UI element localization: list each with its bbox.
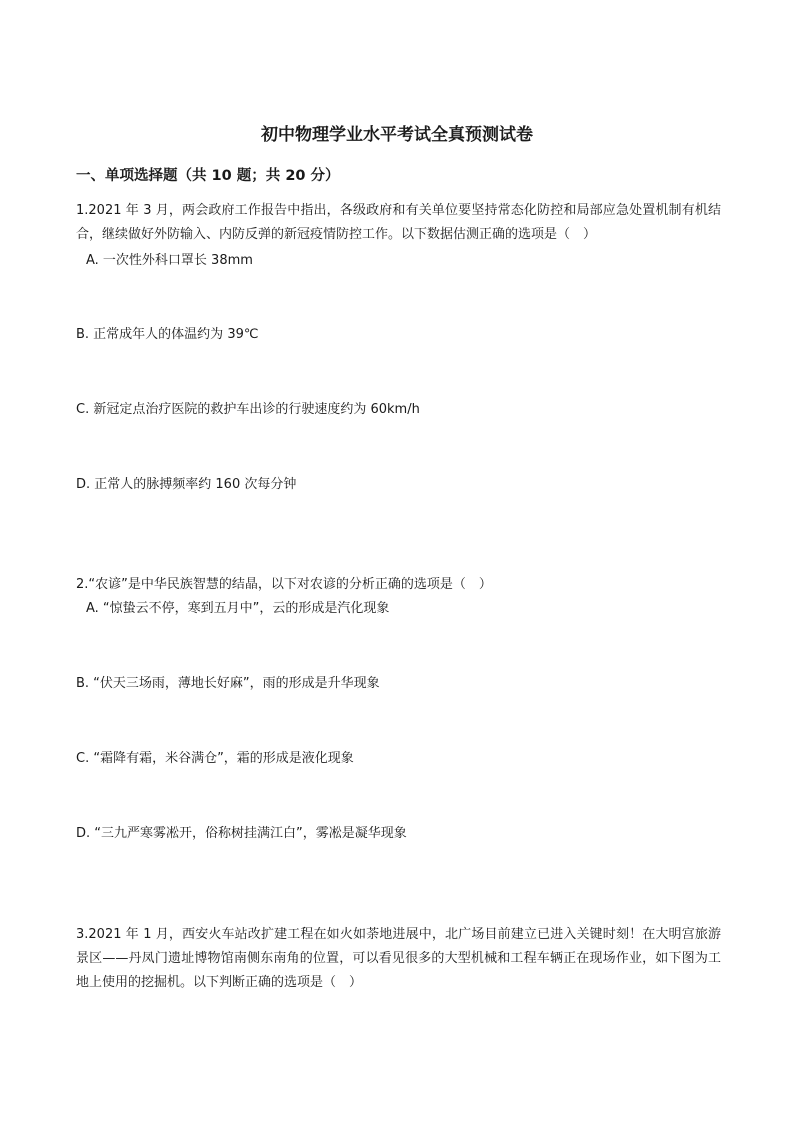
question-2-option-d: D. “三九严寒雾凇开，俗称树挂满江白”，雾凇是凝华现象: [76, 826, 407, 841]
question-1-option-b: B. 正常成年人的体温约为 39℃: [76, 327, 259, 342]
question-1-option-a: A. 一次性外科口罩长 38mm: [86, 253, 253, 268]
question-2-stem: 2.“农谚”是中华民族智慧的结晶，以下对农谚的分析正确的选项是（ ）: [76, 577, 492, 592]
question-2-option-c: C. “霜降有霜，米谷满仓”，霜的形成是液化现象: [76, 751, 354, 766]
section-heading: 一、单项选择题（共 10 题；共 20 分）: [76, 168, 340, 184]
question-2-option-a: A. “惊蛰云不停，寒到五月中”，云的形成是汽化现象: [86, 601, 390, 616]
question-1-stem: 1.2021 年 3 月，两会政府工作报告中指出，各级政府和有关单位要坚持常态化防控和局部应急处置机制有机结合，继续做好外防输入、内防反弹的新冠疫情防控工作。以下数据估测正确的选项是（ ）: [76, 203, 721, 242]
question-1-option-d: D. 正常人的脉搏频率约 160 次每分钟: [76, 477, 297, 492]
question-2-option-b: B. “伏天三场雨，薄地长好麻”，雨的形成是升华现象: [76, 676, 380, 691]
exam-title: 初中物理学业水平考试全真预测试卷: [261, 125, 533, 145]
question-1-option-c: C. 新冠定点治疗医院的救护车出诊的行驶速度约为 60km/h: [76, 402, 420, 417]
question-3-stem: 3.2021 年 1 月，西安火车站改扩建工程在如火如荼地进展中，北广场目前建立已进入关键时刻！在大明宫旅游景区——丹凤门遗址博物馆南侧东南角的位置，可以看见很多的大型机械和工程车辆正在现场作业，如下图为工地上使用的挖掘机。以下判断正确的选项是（ ）: [76, 927, 721, 990]
